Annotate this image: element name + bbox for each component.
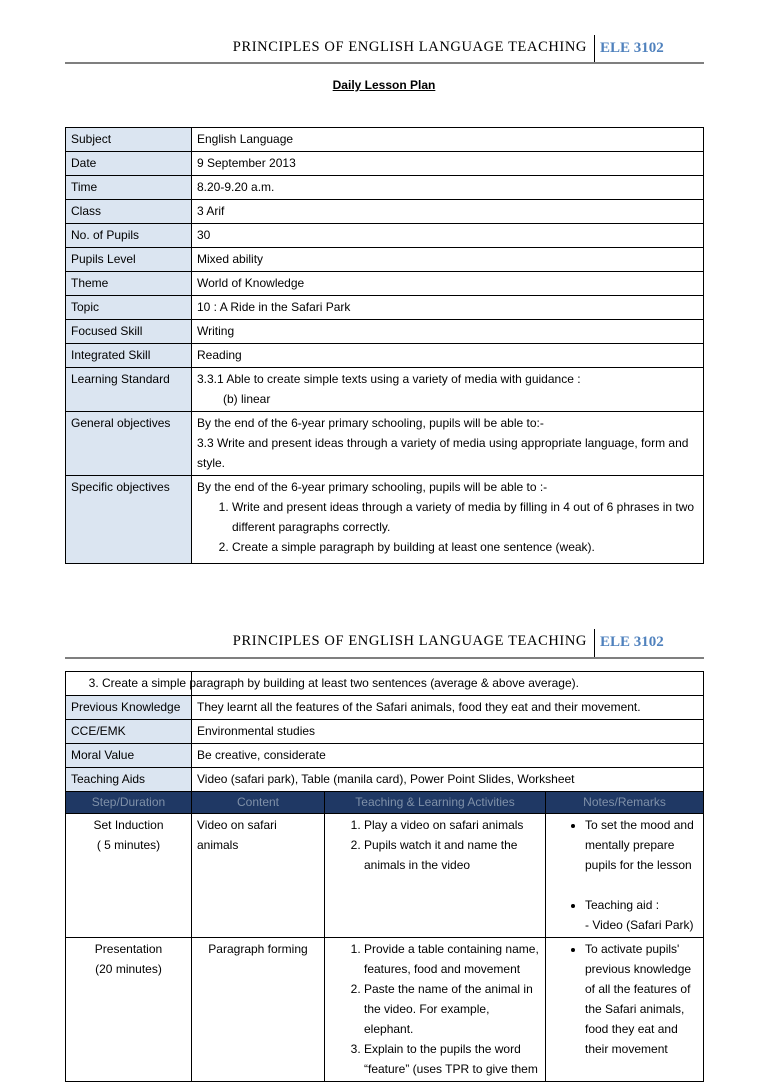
row-value: Reading <box>192 344 704 368</box>
row-value <box>192 368 704 412</box>
table-row <box>66 128 704 152</box>
course-code: ELE 3102 <box>600 40 664 56</box>
step-cell <box>66 814 192 938</box>
row-label: Learning Standard <box>66 368 192 412</box>
list-item: • Teaching aid : <box>585 895 698 915</box>
table-row <box>66 200 704 224</box>
row-label: Topic <box>66 296 192 320</box>
general-objectives-text: 3.3 Write and present ideas through a variety of media using appropriate language, form and style. <box>197 436 689 470</box>
course-code: ELE 3102 <box>600 634 664 650</box>
column-header: Content <box>192 792 325 814</box>
course-title: PRINCIPLES OF ENGLISH LANGUAGE TEACHING <box>232 39 587 55</box>
step-name: Set Induction <box>93 818 164 832</box>
row-value <box>192 476 704 564</box>
objective-list <box>197 497 698 557</box>
activities-cell <box>325 814 546 938</box>
row-label: Previous Knowledge <box>66 696 192 720</box>
specific-objectives-row <box>66 476 704 564</box>
row-label: Moral Value <box>66 744 192 768</box>
header-rule <box>65 657 704 659</box>
row-label: Specific objectives <box>66 476 192 564</box>
objective-list <box>102 673 698 693</box>
activity-list <box>330 939 540 1079</box>
row-value: Writing <box>192 320 704 344</box>
notes-cell <box>546 814 704 938</box>
step-duration: ( 5 minutes) <box>96 838 161 852</box>
table-row <box>66 768 704 792</box>
notes-list <box>551 815 698 935</box>
column-header: Teaching & Learning Activities <box>325 792 546 814</box>
step-name: Presentation <box>94 942 163 956</box>
table-row <box>66 720 704 744</box>
content-cell: Paragraph forming <box>192 938 325 1082</box>
list-item: 2. Pupils watch it and name the animals in the video <box>364 835 540 875</box>
activities-cell <box>325 938 546 1082</box>
list-item: 1. Write and present ideas through a variety of media by filling in 4 out of 6 phrases in two different paragraphs correctly. <box>232 497 698 537</box>
row-label: Class <box>66 200 192 224</box>
row-label: Date <box>66 152 192 176</box>
row-label: Theme <box>66 272 192 296</box>
learning-standard-text: 3.3.1 Able to create simple texts using a variety of media with guidance : <box>197 372 581 386</box>
row-value: Mixed ability <box>192 248 704 272</box>
row-label: CCE/EMK <box>66 720 192 744</box>
list-item: - Video (Safari Park) <box>585 918 694 932</box>
header-divider <box>594 629 595 657</box>
step-duration: (20 minutes) <box>95 962 162 976</box>
column-header-row <box>66 792 704 814</box>
row-value <box>102 672 704 696</box>
table-row <box>66 296 704 320</box>
row-label: Subject <box>66 128 192 152</box>
table-row <box>66 744 704 768</box>
row-label: Teaching Aids <box>66 768 192 792</box>
list-item: 3. Create a simple paragraph by building at least two sentences (average & above average). <box>102 673 698 693</box>
table-row <box>66 248 704 272</box>
lesson-heading: Daily Lesson Plan <box>332 78 436 92</box>
table-row <box>66 224 704 248</box>
list-item: 2. Create a simple paragraph by building at least one sentence (weak). <box>232 537 698 557</box>
row-value: 10 : A Ride in the Safari Park <box>192 296 704 320</box>
learning-standard-sub: (b) linear <box>223 392 271 406</box>
list-item: 2. Paste the name of the animal in the video. For example, elephant. <box>364 979 540 1039</box>
row-value: 9 September 2013 <box>192 152 704 176</box>
row-label: General objectives <box>66 412 192 476</box>
row-value: Be creative, considerate <box>192 744 704 768</box>
table-row <box>66 272 704 296</box>
course-title: PRINCIPLES OF ENGLISH LANGUAGE TEACHING <box>232 633 587 649</box>
page-header <box>65 629 704 657</box>
list-item: 3. Explain to the pupils the word “feature” (uses TPR to give them <box>364 1039 540 1079</box>
notes-cell <box>546 938 704 1082</box>
table-row <box>66 176 704 200</box>
row-value: 8.20-9.20 a.m. <box>192 176 704 200</box>
row-label: Pupils Level <box>66 248 192 272</box>
row-label: No. of Pupils <box>66 224 192 248</box>
list-item: 1. Play a video on safari animals <box>364 815 540 835</box>
content-cell: Video on safari animals <box>192 814 325 938</box>
row-label: Time <box>66 176 192 200</box>
list-item: • To activate pupils' previous knowledge of all the features of the Safari animals, food they eat and their movement <box>585 939 698 1059</box>
activity-list <box>330 815 540 875</box>
specific-objectives-intro: By the end of the 6-year primary schooling, pupils will be able to :- <box>197 480 548 494</box>
learning-standard-row <box>66 368 704 412</box>
row-label: Focused Skill <box>66 320 192 344</box>
list-item: • To set the mood and mentally prepare pupils for the lesson <box>585 815 698 875</box>
row-value: English Language <box>192 128 704 152</box>
row-label: Integrated Skill <box>66 344 192 368</box>
step-row <box>66 938 704 1082</box>
row-value: Environmental studies <box>192 720 704 744</box>
table-row <box>66 672 704 696</box>
header-rule <box>65 62 704 64</box>
step-row <box>66 814 704 938</box>
step-cell <box>66 938 192 1082</box>
header-divider <box>594 35 595 63</box>
row-value: They learnt all the features of the Safari animals, food they eat and their movement. <box>192 696 704 720</box>
page-header <box>65 35 704 63</box>
table-row <box>66 344 704 368</box>
column-header: Notes/Remarks <box>546 792 704 814</box>
row-value: World of Knowledge <box>192 272 704 296</box>
notes-list <box>551 939 698 1059</box>
row-value: 30 <box>192 224 704 248</box>
column-header: Step/Duration <box>66 792 192 814</box>
general-objectives-row <box>66 412 704 476</box>
table-row <box>66 320 704 344</box>
lesson-steps-table <box>65 671 704 1082</box>
row-value: Video (safari park), Table (manila card), Power Point Slides, Worksheet <box>192 768 704 792</box>
row-value <box>192 412 704 476</box>
table-row <box>66 152 704 176</box>
lesson-info-table <box>65 127 704 564</box>
row-value: 3 Arif <box>192 200 704 224</box>
list-item: 1. Provide a table containing name, features, food and movement <box>364 939 540 979</box>
table-row <box>66 696 704 720</box>
general-objectives-intro: By the end of the 6-year primary schooling, pupils will be able to:- <box>197 416 544 430</box>
